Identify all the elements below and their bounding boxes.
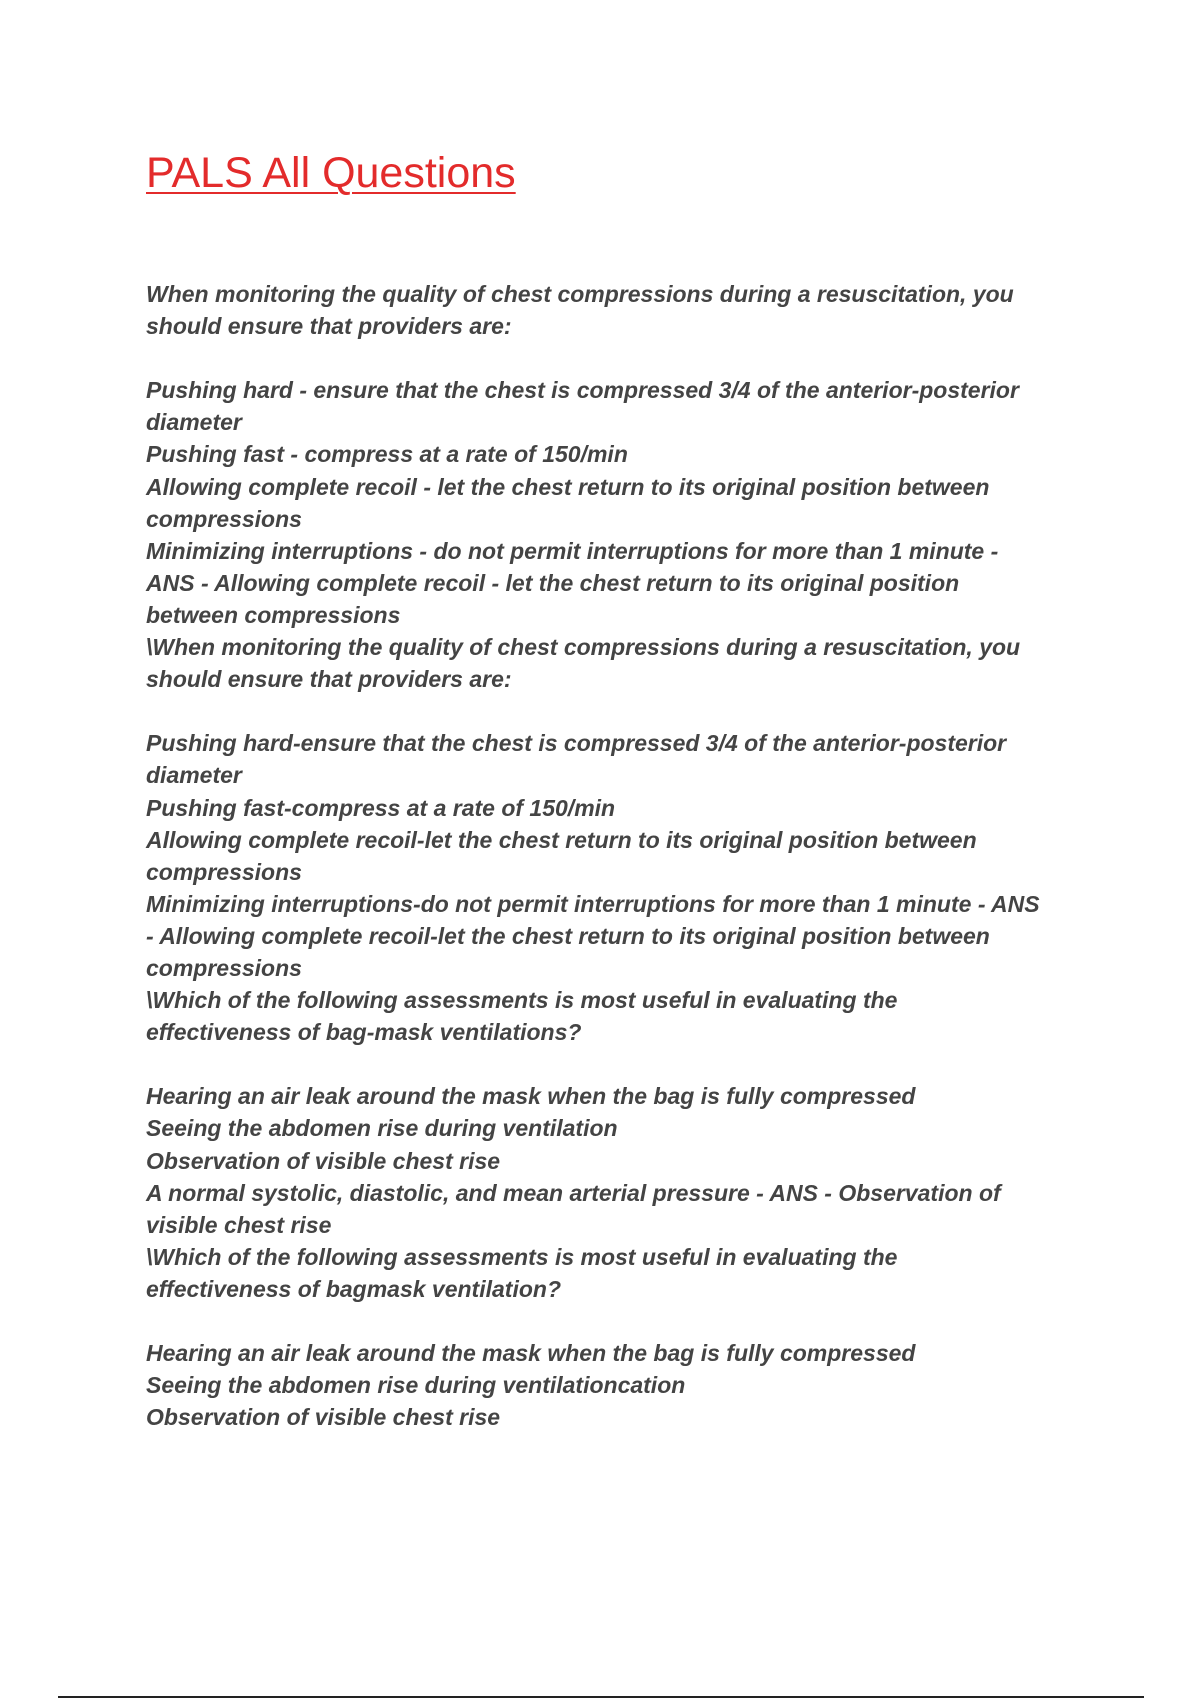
text-line: Hearing an air leak around the mask when the bag is fully compressed bbox=[146, 1083, 916, 1110]
text-line: Pushing hard-ensure that the chest is compressed 3/4 of the anterior-posterior bbox=[146, 730, 1007, 757]
text-line: compressions bbox=[146, 954, 302, 981]
text-line: - Allowing complete recoil-let the chest return to its original position between bbox=[146, 922, 990, 949]
text-line: effectiveness of bagmask ventilation? bbox=[146, 1275, 561, 1302]
paragraph-gap bbox=[146, 342, 1106, 374]
footer-divider bbox=[58, 1696, 1144, 1698]
text-line: diameter bbox=[146, 409, 242, 436]
text-line: \When monitoring the quality of chest compressions during a resuscitation, you bbox=[146, 634, 1021, 661]
paragraph-gap bbox=[146, 695, 1106, 727]
paragraph-gap bbox=[146, 1048, 1106, 1080]
text-line: compressions bbox=[146, 858, 302, 885]
text-line: Minimizing interruptions - do not permit interruptions for more than 1 minute - bbox=[146, 537, 999, 564]
text-line: Seeing the abdomen rise during ventilationcation bbox=[146, 1372, 686, 1399]
text-line: Allowing complete recoil-let the chest return to its original position between bbox=[146, 826, 977, 853]
text-line: Pushing fast-compress at a rate of 150/min bbox=[146, 794, 616, 821]
paragraph-gap bbox=[146, 1305, 1106, 1337]
text-line: ANS - Allowing complete recoil - let the chest return to its original position bbox=[146, 569, 960, 596]
text-line: Seeing the abdomen rise during ventilation bbox=[146, 1115, 618, 1142]
text-line: Allowing complete recoil - let the chest return to its original position between bbox=[146, 473, 990, 500]
text-line: When monitoring the quality of chest compressions during a resuscitation, you bbox=[146, 281, 1014, 307]
text-line: Pushing fast - compress at a rate of 150/min bbox=[146, 441, 628, 468]
text-line: \Which of the following assessments is most useful in evaluating the bbox=[146, 987, 898, 1014]
text-line: between compressions bbox=[146, 601, 401, 628]
text-line: should ensure that providers are: bbox=[146, 666, 512, 693]
text-line: effectiveness of bag-mask ventilations? bbox=[146, 1019, 582, 1046]
text-line: Observation of visible chest rise bbox=[146, 1147, 501, 1174]
text-line: Minimizing interruptions-do not permit interruptions for more than 1 minute - ANS bbox=[146, 890, 1040, 917]
text-line: compressions bbox=[146, 505, 302, 532]
text-line: diameter bbox=[146, 762, 242, 789]
document-body bbox=[146, 278, 1106, 1433]
text-line: Hearing an air leak around the mask when the bag is fully compressed bbox=[146, 1340, 916, 1367]
text-line: should ensure that providers are: bbox=[146, 313, 512, 340]
text-line: Observation of visible chest rise bbox=[146, 1404, 501, 1431]
text-line: A normal systolic, diastolic, and mean arterial pressure - ANS - Observation of bbox=[146, 1179, 1001, 1206]
page-title: PALS All Questions bbox=[146, 149, 516, 197]
text-line: Pushing hard - ensure that the chest is compressed 3/4 of the anterior-posterior bbox=[146, 377, 1019, 404]
text-line: \Which of the following assessments is most useful in evaluating the bbox=[146, 1243, 898, 1270]
text-line: visible chest rise bbox=[146, 1211, 332, 1238]
